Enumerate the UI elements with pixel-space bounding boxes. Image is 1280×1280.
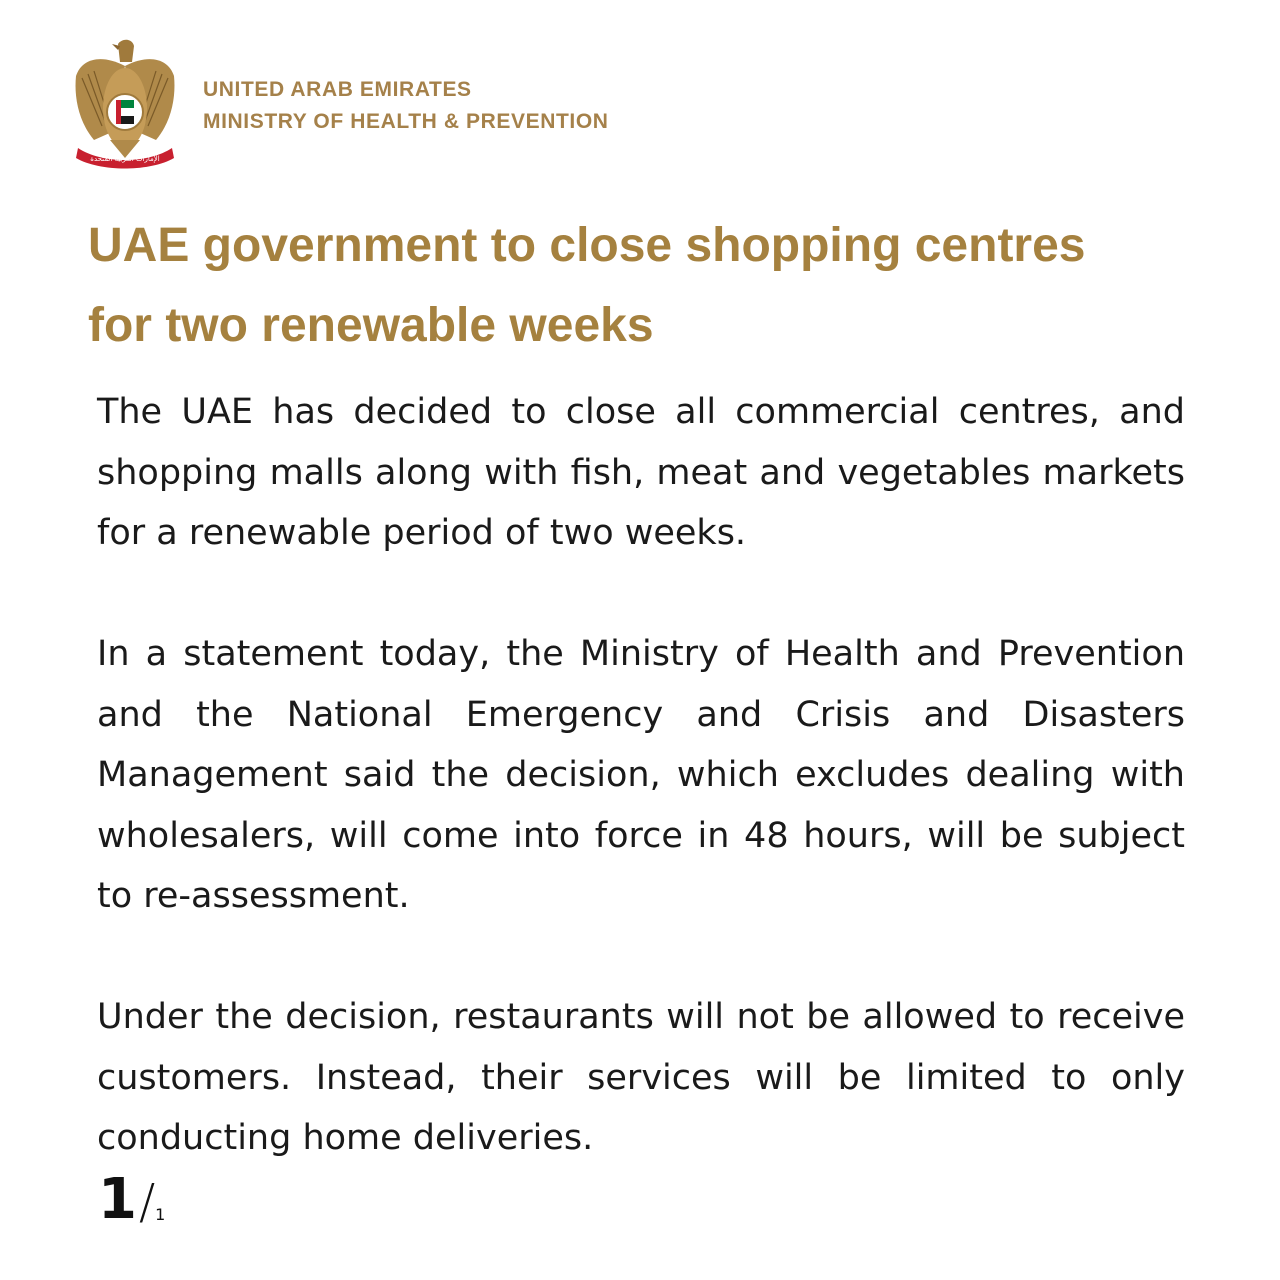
- body-paragraph: The UAE has decided to close all commercial centres, and shopping malls along with fish, meat and vegetables markets for a renewable period of two weeks.: [97, 392, 1185, 553]
- headline-line-2: for two renewable weeks: [88, 299, 654, 352]
- body-paragraph: Under the decision, restaurants will not be allowed to receive customers. Instead, their services will be limited to only conducting home deliveries.: [97, 997, 1185, 1158]
- org-ministry-label: MINISTRY OF HEALTH & PREVENTION: [203, 110, 609, 133]
- falcon-emblem-icon: [72, 36, 178, 170]
- org-country-label: UNITED ARAB EMIRATES: [203, 78, 472, 101]
- svg-text:الإمارات العربية المتحدة: الإمارات العربية المتحدة: [90, 155, 160, 163]
- page-current: 1: [98, 1167, 137, 1232]
- page-indicator: [98, 1168, 165, 1232]
- organization-name: [203, 74, 609, 138]
- headline-line-1: UAE government to close shopping centres: [88, 219, 1086, 272]
- page-total: 1: [155, 1205, 166, 1224]
- page-separator: /: [138, 1174, 156, 1230]
- uae-emblem-logo: [72, 36, 178, 170]
- headline: [88, 206, 1248, 366]
- body-paragraph: In a statement today, the Ministry of Health and Prevention and the National Emergency and Crisis and Disasters Management said the decision, which excludes dealing with wholesalers, will come into force in 48 hours, will be subject to re-assessment.: [97, 634, 1185, 916]
- article-body: [97, 382, 1185, 1169]
